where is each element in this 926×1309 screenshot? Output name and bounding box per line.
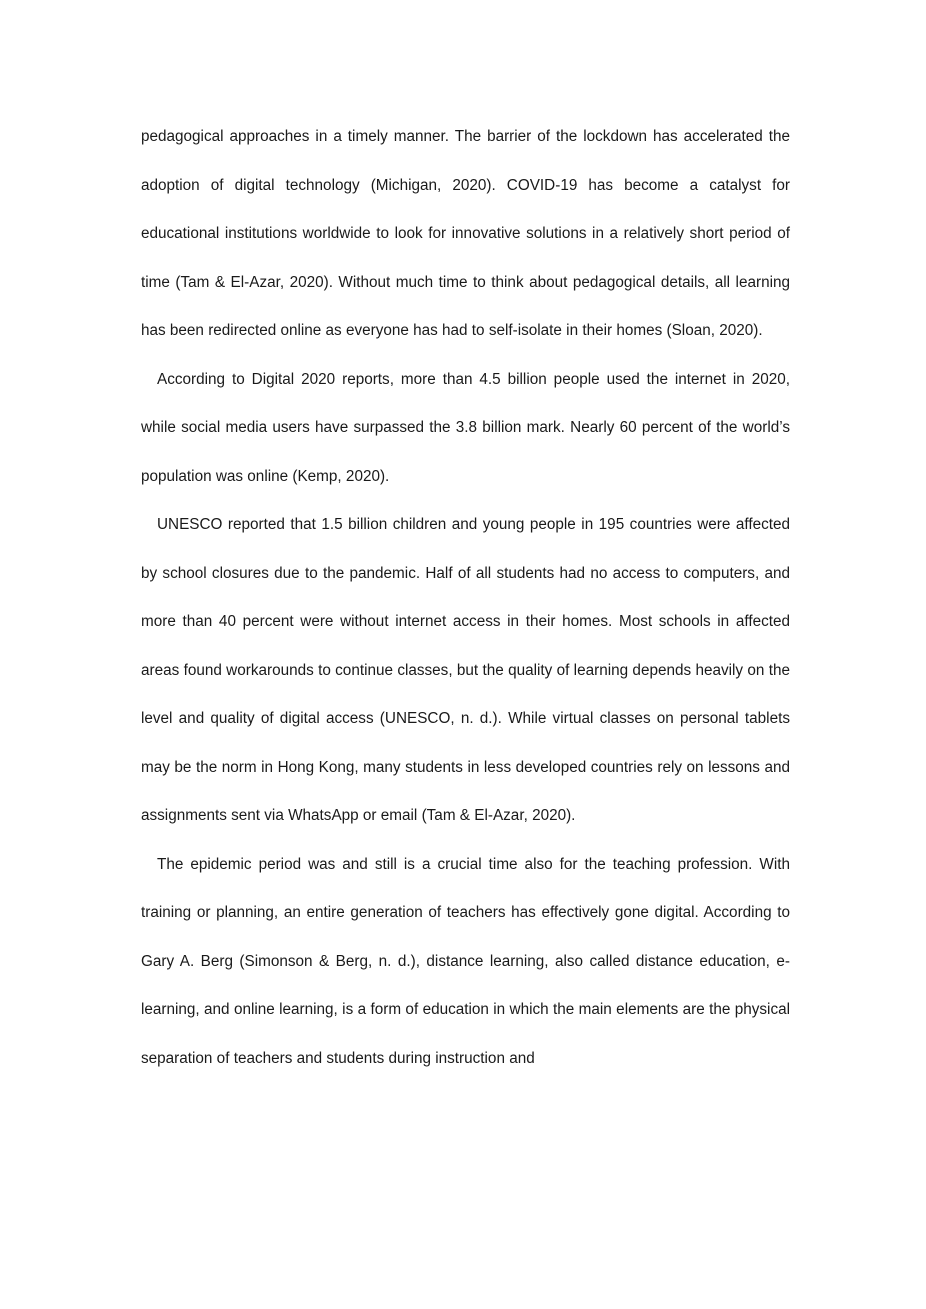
paragraph-unesco: UNESCO reported that 1.5 billion children and young people in 195 countries were affected by school closures due to the pandemic. Half of all students had no access to computers, and more than 40 percent were without internet access in their homes. Most schools in affected areas found workarounds to continue classes, but the quality of learning depends heavily on the level and quality of digital access (UNESCO, n. d.). While virtual classes on personal tablets may be the norm in Hong Kong, many students in less developed countries rely on lessons and assignments sent via WhatsApp or email (Tam & El-Azar, 2020). — [141, 516, 790, 824]
document-page — [141, 113, 790, 1083]
paragraph-teaching-profession: The epidemic period was and still is a crucial time also for the teaching profession. With training or planning, an entire generation of teachers has effectively gone digital. According to Gary A. Berg (Simonson & Berg, n. d.), distance learning, also called distance education, e-learning, and online learning, is a form of education in which the main elements are the physical separation of teachers and students during instruction and — [141, 855, 790, 1067]
paragraph-digital-2020: According to Digital 2020 reports, more than 4.5 billion people used the internet in 2020, while social media users have surpassed the 3.8 billion mark. Nearly 60 percent of the world’s population was online (Kemp, 2020). — [141, 370, 790, 485]
paragraph-continuation: pedagogical approaches in a timely manner. The barrier of the lockdown has accelerated the adoption of digital technology (Michigan, 2020). COVID-19 has become a catalyst for educational institutions worldwide to look for innovative solutions in a relatively short period of time (Tam & El-Azar, 2020). Without much time to think about pedagogical details, all learning has been redirected online as everyone has had to self-isolate in their homes (Sloan, 2020). — [141, 128, 790, 339]
